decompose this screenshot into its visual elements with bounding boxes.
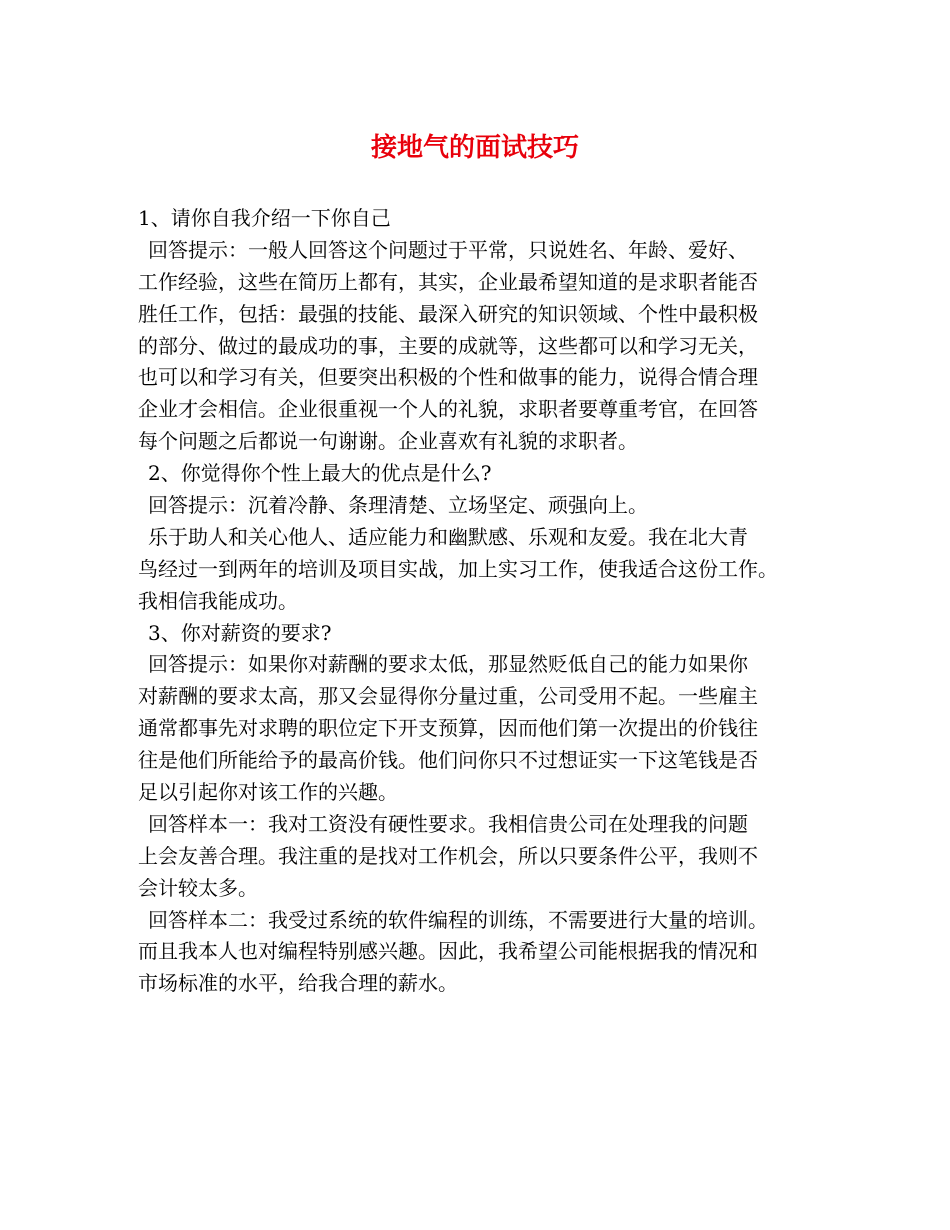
text-line: 胜任工作，包括：最强的技能、最深入研究的知识领域、个性中最积极 bbox=[138, 301, 758, 326]
text-line: 2、你觉得你个性上最大的优点是什么? bbox=[148, 461, 492, 486]
document-body bbox=[138, 203, 828, 1000]
text-line: 的部分、做过的最成功的事，主要的成就等，这些都可以和学习无关， bbox=[138, 333, 758, 358]
text-line: 回答提示：沉着冷静、条理清楚、立场坚定、顽强向上。 bbox=[148, 493, 648, 518]
text-line: 乐于助人和关心他人、适应能力和幽默感、乐观和友爱。我在北大青 bbox=[148, 524, 748, 549]
text-line: 回答样本一：我对工资没有硬性要求。我相信贵公司在处理我的问题 bbox=[148, 811, 748, 836]
text-line: 3、你对薪资的要求? bbox=[148, 620, 332, 645]
text-line: 每个问题之后都说一句谢谢。企业喜欢有礼貌的求职者。 bbox=[138, 429, 638, 454]
text-line: 而且我本人也对编程特别感兴趣。因此，我希望公司能根据我的情况和 bbox=[138, 939, 758, 964]
text-line: 1、请你自我介绍一下你自己 bbox=[138, 206, 391, 230]
text-line: 回答样本二：我受过系统的软件编程的训练，不需要进行大量的培训。 bbox=[148, 907, 768, 932]
text-line: 对薪酬的要求太高，那又会显得你分量过重，公司受用不起。一些雇主 bbox=[138, 684, 758, 709]
text-line: 往是他们所能给予的最高价钱。他们问你只不过想证实一下这笔钱是否 bbox=[138, 748, 758, 773]
text-line: 也可以和学习有关，但要突出积极的个性和做事的能力，说得合情合理 bbox=[138, 365, 758, 390]
document-title: 接地气的面试技巧 bbox=[370, 133, 579, 163]
text-line: 上会友善合理。我注重的是找对工作机会，所以只要条件公平，我则不 bbox=[138, 843, 758, 868]
text-line: 我相信我能成功。 bbox=[138, 588, 298, 613]
text-line: 足以引起你对该工作的兴趣。 bbox=[138, 780, 398, 805]
text-line: 通常都事先对求聘的职位定下开支预算，因而他们第一次提出的价钱往 bbox=[138, 716, 758, 741]
text-line: 鸟经过一到两年的培训及项目实战，加上实习工作，使我适合这份工作。 bbox=[138, 556, 778, 581]
text-line: 市场标准的水平，给我合理的薪水。 bbox=[138, 971, 458, 996]
text-line: 工作经验，这些在简历上都有，其实，企业最希望知道的是求职者能否 bbox=[138, 269, 758, 294]
text-line: 企业才会相信。企业很重视一个人的礼貌，求职者要尊重考官，在回答 bbox=[138, 397, 758, 422]
text-line: 会计较太多。 bbox=[138, 875, 258, 900]
text-line: 回答提示：一般人回答这个问题过于平常，只说姓名、年龄、爱好、 bbox=[148, 237, 748, 262]
text-line: 回答提示：如果你对薪酬的要求太低，那显然贬低自己的能力如果你 bbox=[148, 652, 748, 677]
